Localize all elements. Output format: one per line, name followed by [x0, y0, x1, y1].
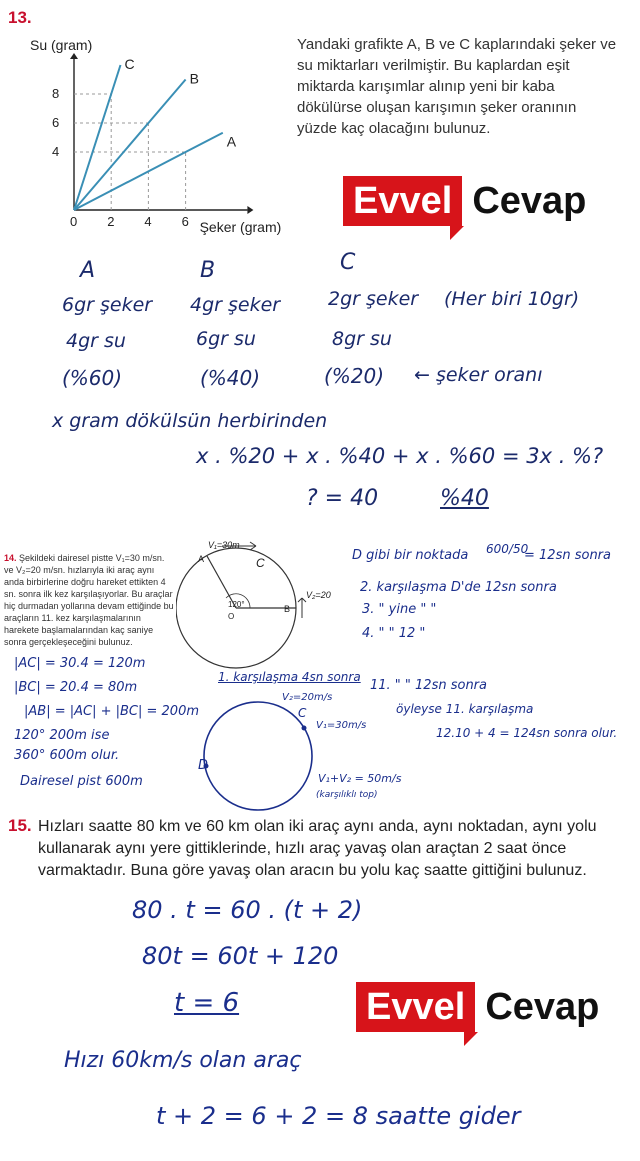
q15-number: 15. [8, 816, 32, 835]
logo-cevap-2: Cevap [485, 985, 600, 1028]
mw-sum: V₁+V₂ = 50m/s [318, 772, 402, 785]
q13-number: 13. [8, 8, 32, 27]
x-tick-2: 2 [107, 214, 115, 229]
x-tick-0: 0 [70, 214, 78, 229]
rw-5: 11. " " 12sn sonra [370, 678, 487, 693]
fig-v2: V₂=20 [306, 590, 331, 600]
rw-2: 2. karşılaşma D'de 12sn sonra [360, 580, 557, 595]
rw-4: 4. " " 12 " [362, 626, 426, 641]
sol-a-line3: (%60) [62, 366, 123, 390]
y-tick-6: 6 [52, 115, 60, 130]
lw-2: |BC| = 20.4 = 80m [14, 680, 138, 695]
sol-answer: %40 [440, 486, 489, 511]
rw-6: öyleyse 11. karşılaşma [396, 702, 534, 716]
q13-text: Yandaki grafikte A, B ve C kaplarındaki şeker ve su miktarları verilmiştir. Bu kaplardan eşit miktarda karışımlar alınıp yeni bir kaba dökülürse oluşan karışımın şeker oranının yüzde kaç olacağını bulunuz. [297, 36, 617, 137]
logo-bottom [356, 982, 609, 1032]
fig-b: B [284, 604, 291, 614]
mw-c: C [298, 706, 307, 720]
q13-chart [0, 30, 290, 245]
q15-l3: t = 6 [174, 988, 240, 1018]
q14-number: 14. [4, 553, 17, 563]
series-label-A: A [226, 133, 237, 150]
mw-d: D [198, 758, 209, 773]
sol-line4: x gram dökülsün herbirinden [52, 410, 328, 432]
y-axis-arrow [70, 53, 78, 59]
lw-6: Dairesel pist 600m [20, 774, 143, 789]
series-C [74, 65, 121, 210]
sol-line6: ? = 40 [306, 486, 379, 511]
sol-c-line3: (%20) [324, 364, 385, 388]
mw-v2: V₂=20m/s [282, 692, 333, 703]
rw-1b: = 12sn sonra [524, 548, 611, 563]
rw-3: 3. " yine " " [362, 602, 437, 617]
q14-text [4, 552, 176, 648]
series-label-B: B [189, 70, 199, 87]
logo-tail-top [450, 226, 464, 240]
lw-5: 360° 600m olur. [14, 748, 120, 763]
x-tick-6: 6 [181, 214, 189, 229]
lw-4: 120° 200m ise [14, 728, 110, 743]
x-axis-arrow [247, 206, 253, 214]
fig-a: A [198, 554, 205, 564]
fig-v1: V₁=30m [208, 540, 240, 550]
y-tick-4: 4 [52, 144, 60, 159]
sol-b-label: B [200, 258, 216, 283]
series-A [74, 133, 223, 210]
sol-c-line2: 8gr su [332, 328, 392, 350]
series-label-C: C [124, 56, 135, 72]
sol-a-line2: 4gr su [66, 330, 126, 352]
x-axis-label: Şeker (gram) [199, 219, 282, 235]
fig-o: O [228, 612, 235, 621]
mw-sum-note: (karşılıklı top) [316, 790, 378, 800]
logo-evvel-2: Evvel [356, 982, 475, 1032]
sol-b-line3: (%40) [200, 366, 261, 390]
logo-tail-bottom [464, 1032, 478, 1046]
sol-c-note: (Her biri 10gr) [444, 288, 580, 310]
sol-b-line2: 6gr su [196, 328, 256, 350]
sol-c-line1: 2gr şeker [328, 288, 419, 310]
q15-l2: 80t = 60t + 120 [142, 942, 339, 970]
q15-l1: 80 . t = 60 . (t + 2) [132, 896, 363, 924]
rw-7: 12.10 + 4 = 124sn sonra olur. [436, 726, 618, 740]
rw-1frac: 600/50 [486, 542, 529, 556]
lw-3: |AB| = |AC| + |BC| = 200m [24, 704, 200, 719]
mw-v1: V₁=30m/s [316, 720, 367, 731]
q15-text: Hızları saatte 80 km ve 60 km olan iki araç aynı anda, aynı noktadan, aynı yolu kullanarak aynı yere gittiklerinde, hızlı araç yavaş olan araçtan 2 saat önce varmaktadır. Buna göre yavaş olan aracın bu yolu kaç saatte gittiğini bulunuz. [38, 818, 597, 879]
sol-a-line1: 6gr şeker [62, 294, 153, 316]
series-B [74, 80, 186, 211]
q14-body: Şekildeki dairesel pistte V₁=30 m/sn. ve V₂=20 m/sn. hızlarıyla iki araç aynı anda birbirlerine doğru hareket ettikten 4 sn. sonra ilk kez karşılaşıyorlar. Bu araçlar hiç durmadan yollarına devam ettiğinde bu araçların 11. kez karşılaşmalarının harekete başlamalarından kaç saniye sonra gerçekleşeceğini bulunuz. [4, 553, 174, 647]
logo-evvel: Evvel [343, 176, 462, 226]
y-tick-8: 8 [52, 86, 60, 101]
y-axis-label: Su (gram) [30, 37, 93, 53]
q15-l4: Hızı 60km/s olan araç [64, 1048, 302, 1073]
x-tick-4: 4 [144, 214, 152, 229]
rw-1a: D gibi bir noktada [352, 548, 469, 563]
sol-c-label: C [340, 250, 356, 275]
sol-b-line1: 4gr şeker [190, 294, 281, 316]
sol-c-arrow-note: ← şeker oranı [414, 364, 543, 386]
logo-top [343, 176, 596, 226]
lw-1: |AC| = 30.4 = 120m [14, 656, 146, 671]
q15-l5: t + 2 = 6 + 2 = 8 saatte gider [156, 1102, 521, 1130]
first-meet: 1. karşılaşma 4sn sonra [218, 670, 361, 684]
q14-circle2 [196, 694, 326, 814]
sol-line5: x . %20 + x . %40 + x . %60 = 3x . %? [196, 444, 604, 468]
logo-cevap: Cevap [472, 179, 587, 222]
sol-a-label: A [80, 258, 96, 283]
fig-c: C [256, 556, 265, 570]
fig-angle: 120° [228, 600, 245, 609]
q14-block [4, 552, 176, 648]
